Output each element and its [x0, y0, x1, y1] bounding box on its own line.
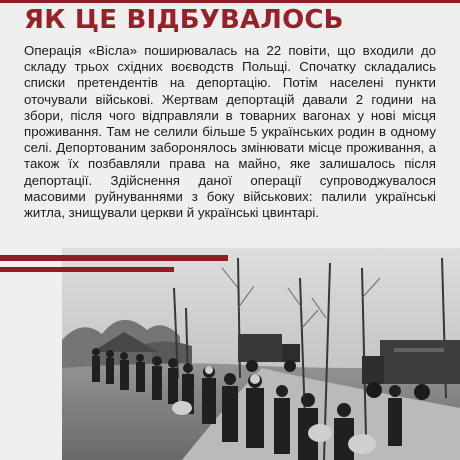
page-title: ЯК ЦЕ ВІДБУВАЛОСЬ — [24, 5, 344, 35]
accent-bar-long — [0, 255, 228, 261]
archival-photo — [62, 248, 460, 460]
accent-bar-short — [0, 267, 174, 272]
body-paragraph: Операція «Вісла» поширювалась на 22 повіти, що входили до складу трьох східних воєводств Польщі. Спочатку складались списки претендентів на депортацію. Потім населені пункти оточували військові. Жертвам депортацій давали 2 години на збори, після чого відправляли в товарних вагонах у нові місця проживання. Там не селили більше 5 українських родин в одному селі. Депортованим заборонялось змінювати місце проживання, а також їх позбавляли права на майно, яке залишалось після депортації. Здійснення даної операції супроводжувалося масовими руйнуваннями з боку військових: палили українські житла, знищували церкви й українські цвинтарі. — [24, 43, 436, 221]
photo-illustration — [62, 248, 460, 460]
